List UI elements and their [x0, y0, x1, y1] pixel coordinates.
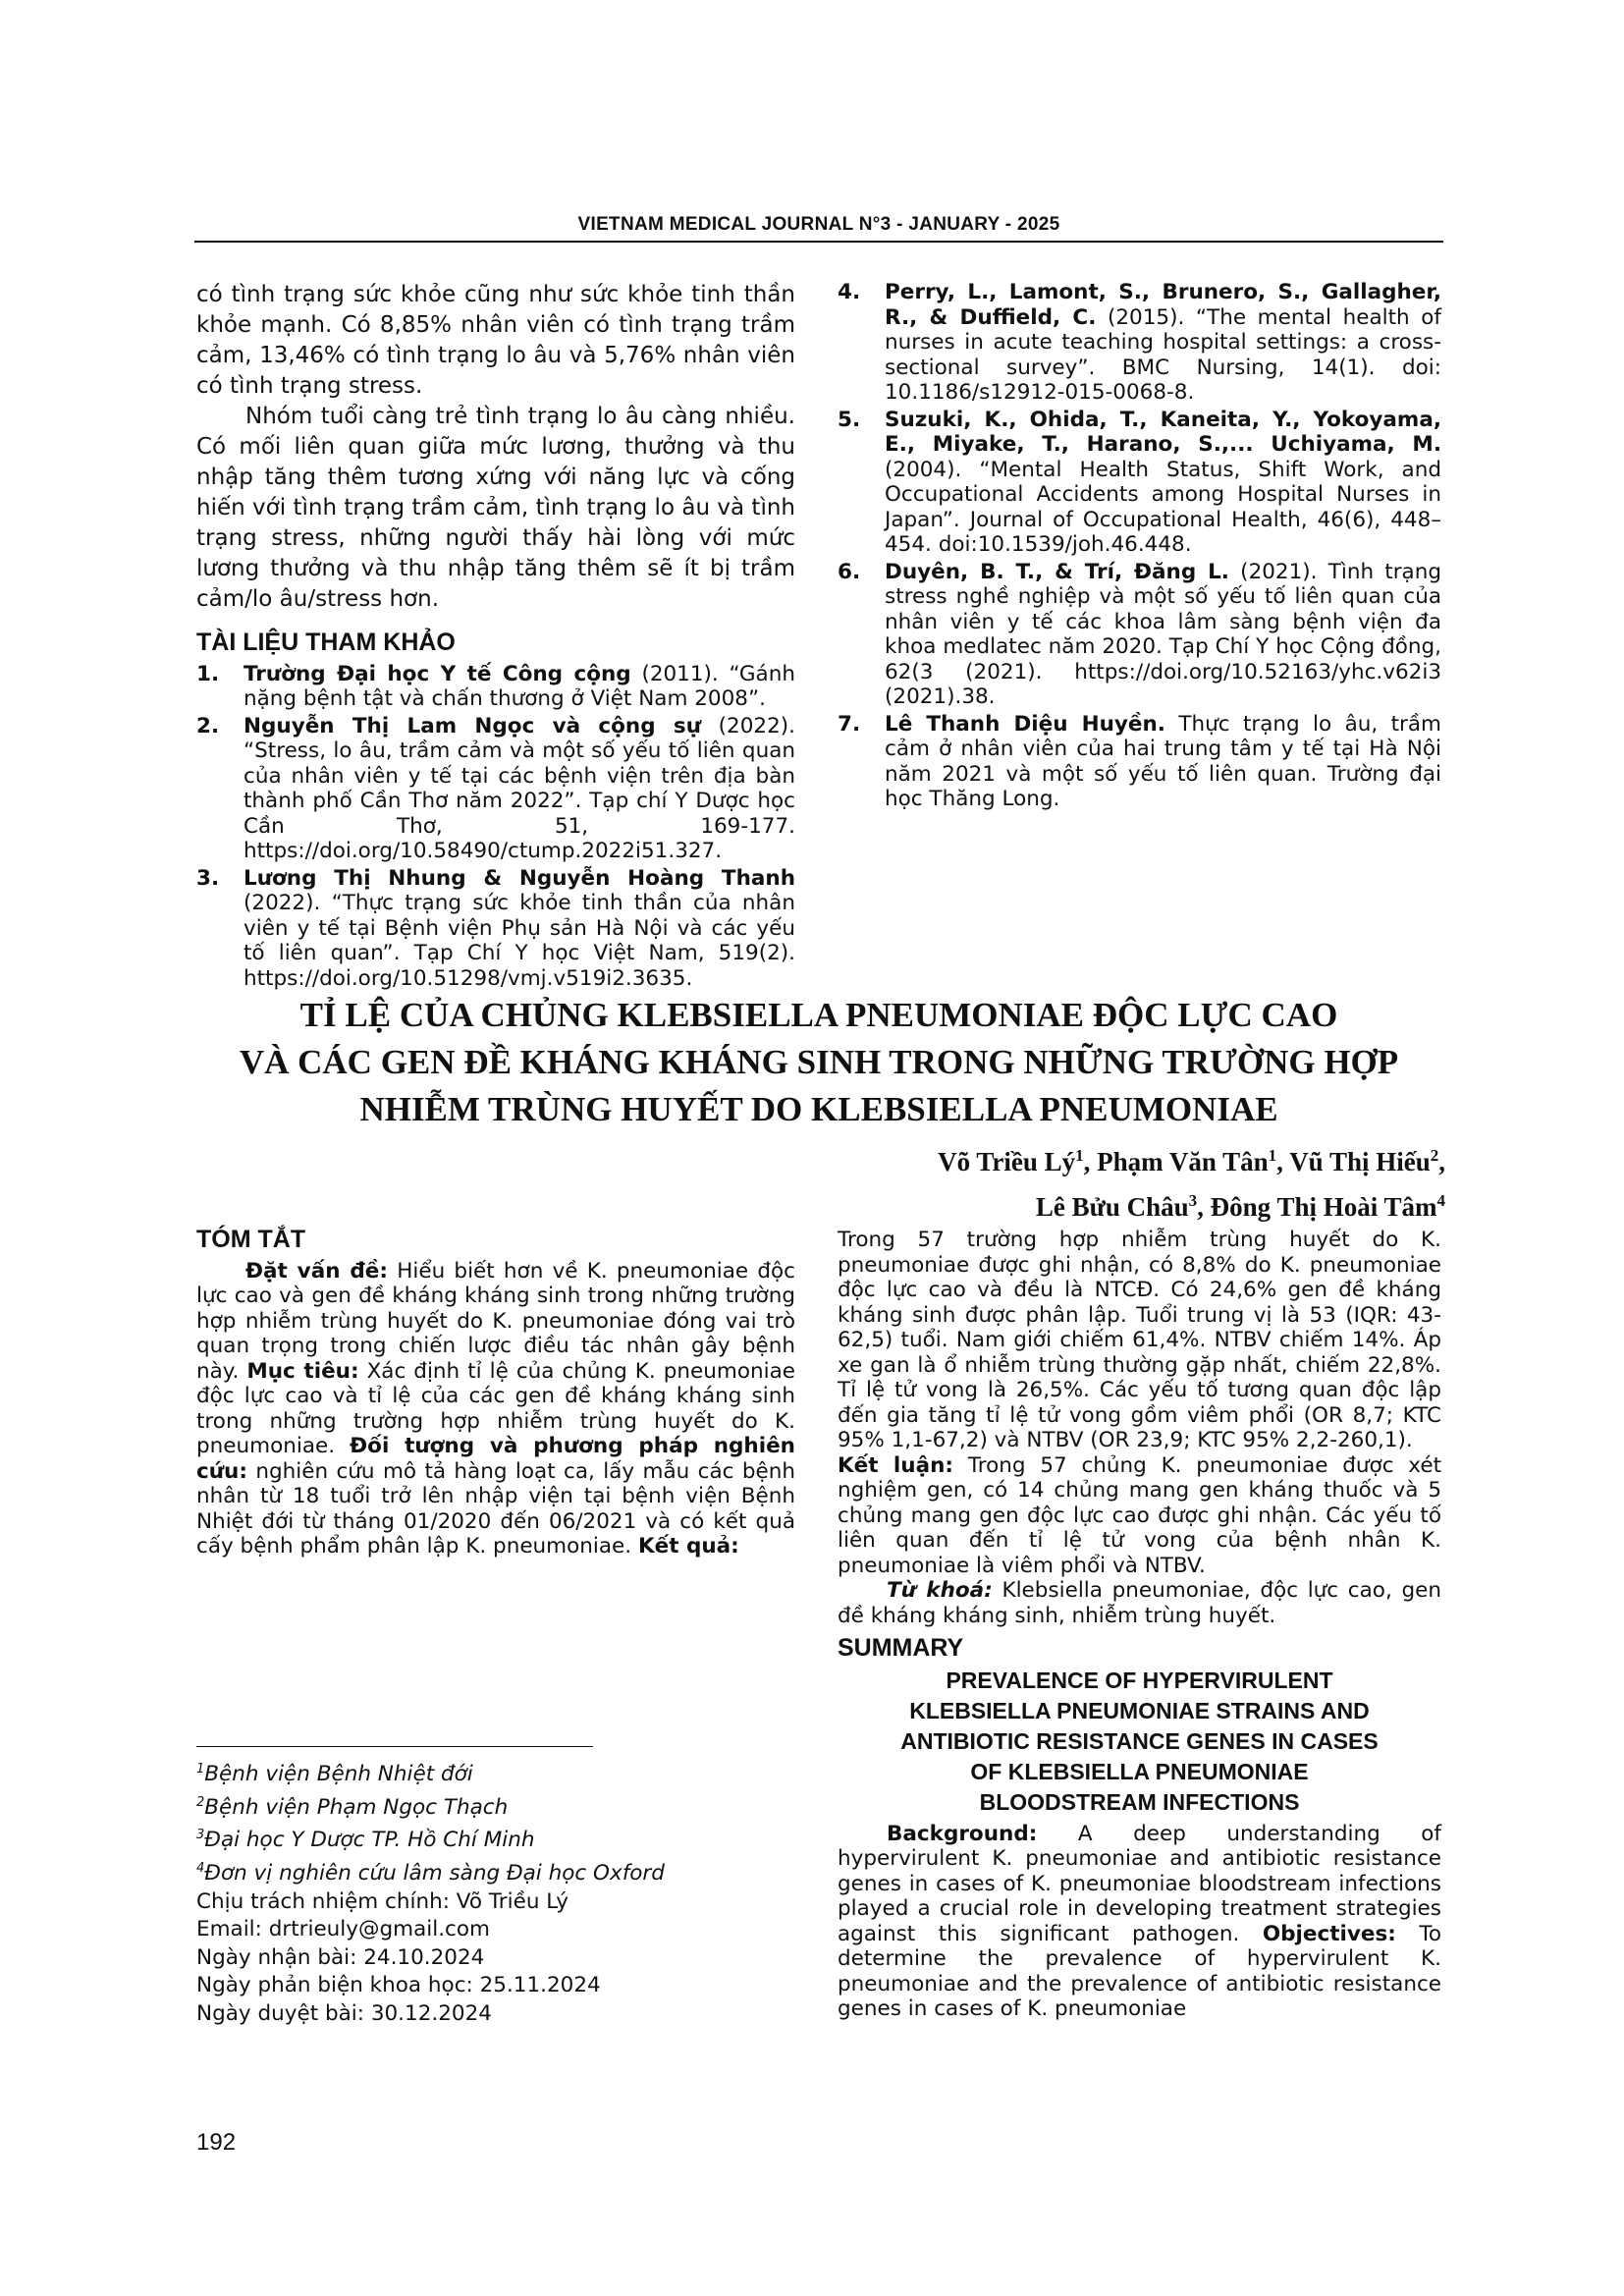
reference-text: (2021). Tình trạng stress nghề nghiệp và một số yếu tố liên quan của nhân viên y tế các khoa lâm sàng bệnh viện đa khoa medlatec năm 2020. Tạp Chí Y học Cộng đồng, 62(3 (2021). https://doi.org/10.52163/yhc.v62i3 (2021).38.	[885, 559, 1441, 709]
reference-item	[838, 408, 1441, 558]
prev-article-right-column	[838, 280, 1441, 814]
results-text: Trong 57 trường hợp nhiễm trùng huyết do K. pneumoniae được ghi nhận, có 8,8% do K. pneumoniae độc lực cao và đều là NTCĐ. Có 24,6% gen đề kháng kháng sinh được phân lập. Tuổi trung vị là 53 (IQR: 43-62,5) tuổi. Nam giới chiếm 61,4%. NTBV chiếm 14%. Áp xe gan là ổ nhiễm trùng thường gặp nhất, chiếm 22,8%. Tỉ lệ tử vong là 26,5%. Các yếu tố tương quan độc lập đến gia tăng tỉ lệ tử vong gồm viêm phổi (OR 8,7; KTC 95% 1,1-67,2) và NTBV (OR 23,9; KTC 95% 2,2-260,1).	[838, 1228, 1441, 1452]
reference-text: (2011). “Gánh nặng bệnh tật và chấn thương ở Việt Nam 2008”.	[244, 661, 795, 711]
reference-authors: Lương Thị Nhung & Nguyễn Hoàng Thanh	[244, 865, 795, 891]
reference-authors: Lê Thanh Diệu Huyền.	[885, 711, 1165, 737]
reference-text: (2015). “The mental health of nurses in acute teaching hospital settings: a cross-sectional survey”. BMC Nursing, 14(1). doi: 10.1186/s12912-015-0068-8.	[885, 304, 1441, 405]
reference-number: 2.	[196, 713, 220, 738]
methods-label: Đối tượng và phương pháp nghiên cứu:	[196, 1434, 795, 1484]
reference-number: 4.	[838, 280, 861, 304]
author-name: Đông Thị Hoài Tâm	[1210, 1192, 1437, 1222]
author-affiliation: 2	[1430, 1146, 1439, 1165]
keywords-text: Klebsiella pneumoniae, độc lực cao, gen đề kháng kháng sinh, nhiễm trùng huyết.	[838, 1578, 1441, 1628]
affiliation-text: Đơn vị nghiên cứu lâm sàng Đại học Oxford	[204, 1861, 665, 1886]
summary-background-label: Background:	[887, 1821, 1038, 1846]
author-affiliation: 3	[1188, 1191, 1198, 1210]
reference-item	[196, 662, 795, 712]
reference-number: 7.	[838, 711, 861, 737]
background-text: Hiểu biết hơn về K. pneumoniae độc lực cao và gen đề kháng kháng sinh trong những trường hợp nhiễm trùng huyết do K. pneumoniae đóng vai trò quan trọng trong chiến lược điều tác nhân gây bệnh này.	[196, 1258, 795, 1384]
conclusion-block	[838, 1453, 1441, 1579]
author-name: Phạm Văn Tân	[1097, 1147, 1269, 1176]
reference-number: 5.	[838, 407, 861, 432]
objective-label: Mục tiêu:	[246, 1358, 359, 1384]
author-separator: ,	[1438, 1147, 1445, 1176]
keywords-block	[838, 1578, 1441, 1628]
affiliation-number: 2	[196, 1794, 205, 1810]
references-heading: TÀI LIỆU THAM KHẢO	[196, 629, 456, 656]
summary-title-line: OF KLEBSIELLA PNEUMONIAE	[970, 1758, 1309, 1784]
affiliation-number: 3	[196, 1828, 205, 1843]
reference-authors: Trường Đại học Y tế Công cộng	[244, 661, 631, 686]
summary-title-line: ANTIBIOTIC RESISTANCE GENES IN CASES	[900, 1727, 1379, 1754]
author-affiliation: 1	[1075, 1146, 1084, 1165]
reference-authors: Perry, L., Lamont, S., Brunero, S., Gallagher, R., & Duffield, C.	[885, 280, 1441, 330]
objective-text: Xác định tỉ lệ của chủng K. pneumoniae độc lực cao và tỉ lệ của các gen đề kháng kháng sinh trong những trường hợp nhiễm trùng huyết do K. pneumoniae.	[196, 1358, 795, 1458]
article-title-line: TỈ LỆ CỦA CHỦNG KLEBSIELLA PNEUMONIAE ĐỘC LỰC CAO	[299, 996, 1338, 1034]
references-list	[196, 662, 795, 992]
corresponding-author: Chịu trách nhiệm chính: Võ Triều Lý	[196, 1888, 569, 1914]
affiliation-footnote	[196, 1855, 795, 1888]
summary-title-line: KLEBSIELLA PNEUMONIAE STRAINS AND	[909, 1697, 1370, 1723]
background-label: Đặt vấn đề:	[245, 1258, 388, 1284]
reference-text: (2004). “Mental Health Status, Shift Work, and Occupational Accidents among Hospital Nurses in Japan”. Journal of Occupational Health, 46(6), 448–454. doi:10.1539/joh.46.448.	[885, 457, 1441, 557]
received-date: Ngày nhận bài: 24.10.2024	[196, 1944, 485, 1970]
conclusion-label: Kết luận:	[838, 1452, 954, 1478]
accepted-date: Ngày duyệt bài: 30.12.2024	[196, 2000, 492, 2026]
affiliation-text: Đại học Y Dược TP. Hồ Chí Minh	[204, 1828, 535, 1853]
article-authors	[687, 1136, 1445, 1227]
results-label: Kết quả:	[637, 1534, 739, 1558]
prev-article-left-column	[196, 280, 795, 993]
reference-text: (2022). “Stress, lo âu, trầm cảm và một số yếu tố liên quan của nhân viên y tế tại các bệnh viện trên địa bàn thành phố Cần Thơ năm 2022”. Tạp chí Y Dược học Cần Thơ, 51, 169-177. https://doi.org/10.58490/ctump.2022i51.327.	[244, 713, 795, 863]
reference-number: 3.	[196, 865, 220, 891]
article-title	[194, 992, 1443, 1133]
author-name: Vũ Thị Hiếu	[1289, 1147, 1431, 1176]
reference-authors: Nguyễn Thị Lam Ngọc và cộng sự	[244, 713, 702, 738]
email-line: Email: drtrieuly@gmail.com	[196, 1917, 490, 1942]
abstract-body	[196, 1259, 795, 1559]
affiliation-number: 1	[196, 1762, 205, 1777]
footnotes	[196, 1756, 795, 2028]
reference-item	[196, 866, 795, 992]
summary-background-text: A deep understanding of hypervirulent K. pneumoniae and antibiotic resistance genes in cases of K. pneumoniae bloodstream infections played a crucial role in developing treatment strategies against this significant pathogen.	[838, 1821, 1441, 1946]
author-separator: ,	[1276, 1147, 1290, 1176]
author-separator: ,	[1197, 1192, 1211, 1222]
footnote-rule	[196, 1746, 593, 1747]
reference-number: 1.	[196, 661, 220, 686]
summary-title-line: PREVALENCE OF HYPERVIRULENT	[946, 1667, 1333, 1693]
affiliation-number: 4	[196, 1860, 205, 1876]
summary-objectives-label: Objectives:	[1262, 1921, 1396, 1946]
reference-item	[838, 560, 1441, 710]
affiliation-text: Bệnh viện Phạm Ngọc Thạch	[204, 1794, 509, 1820]
author-separator: ,	[1083, 1147, 1098, 1176]
author-affiliation: 1	[1268, 1146, 1277, 1165]
affiliation-footnote	[196, 1756, 795, 1789]
reference-number: 6.	[838, 559, 861, 584]
reference-item	[838, 712, 1441, 812]
reference-authors: Suzuki, K., Ohida, T., Kaneita, Y., Yokoyama, E., Miyake, T., Harano, S.,... Uchiyama, M.	[885, 407, 1441, 457]
reference-text: (2022). “Thực trạng sức khỏe tinh thần của nhân viên y tế tại Bệnh viện Phụ sản Hà Nội và các yếu tố liên quan”. Tạp Chí Y học Việt Nam, 519(2). https://doi.org/10.51298/vmj.v519i2.3635.	[244, 891, 795, 991]
conclusion-paragraph-1: có tình trạng sức khỏe cũng như sức khỏe tinh thần khỏe mạnh. Có 8,85% nhân viên có tình trạng trầm cảm, 13,46% có tình trạng lo âu và 5,76% nhân viên có tình trạng stress.	[196, 282, 795, 399]
header-rule	[194, 241, 1443, 243]
references-list-continued	[838, 280, 1441, 812]
summary-body	[838, 1822, 1441, 2022]
keywords-label: Từ khoá:	[887, 1578, 993, 1603]
summary-title-line: BLOODSTREAM INFECTIONS	[979, 1788, 1300, 1815]
article-title-line: VÀ CÁC GEN ĐỀ KHÁNG KHÁNG SINH TRONG NHỮNG TRƯỜNG HỢP	[239, 1043, 1399, 1081]
page-number: 192	[196, 2129, 237, 2156]
summary-objectives-text: To determine the prevalence of hypervirulent K. pneumoniae and the prevalence of antibiotic resistance genes in cases of K. pneumoniae	[838, 1921, 1441, 2021]
reference-text: Thực trạng lo âu, trầm cảm ở nhân viên của hai trung tâm y tế tại Hà Nội năm 2021 và một số yếu tố liên quan. Trường đại học Thăng Long.	[885, 711, 1441, 811]
reference-item	[196, 714, 795, 864]
abstract-right-column	[838, 1228, 1441, 2022]
reference-authors: Duyên, B. T., & Trí, Đăng L.	[885, 559, 1229, 584]
article-title-line: NHIỄM TRÙNG HUYẾT DO KLEBSIELLA PNEUMONIAE	[359, 1090, 1278, 1128]
methods-text: nghiên cứu mô tả hàng loạt ca, lấy mẫu các bệnh nhân từ 18 tuổi trở lên nhập viện tại bệnh viện Bệnh Nhiệt đới từ tháng 01/2020 đến 06/2021 và có kết quả cấy bệnh phẩm phân lập K. pneumoniae.	[196, 1458, 795, 1558]
abstract-heading: TÓM TẮT	[196, 1226, 306, 1253]
affiliation-footnote	[196, 1822, 795, 1855]
affiliation-text: Bệnh viện Bệnh Nhiệt đới	[204, 1762, 473, 1787]
author-name: Võ Triều Lý	[938, 1147, 1076, 1176]
summary-title	[838, 1666, 1441, 1818]
abstract-left-column	[196, 1228, 795, 1559]
affiliation-footnote	[196, 1789, 795, 1823]
review-date: Ngày phản biện khoa học: 25.11.2024	[196, 1973, 601, 1998]
reference-item	[838, 280, 1441, 406]
summary-heading: SUMMARY	[838, 1634, 964, 1662]
journal-header: VIETNAM MEDICAL JOURNAL N°3 - JANUARY - 2025	[577, 214, 1060, 235]
conclusion-paragraph-2: Nhóm tuổi càng trẻ tình trạng lo âu càng nhiều. Có mối liên quan giữa mức lương, thưởng và thu nhập tăng thêm tương xứng với năng lực và cống hiến với tình trạng trầm cảm, tình trạng lo âu và tình trạng stress, những người thấy hài lòng với mức lương thưởng và thu nhập tăng thêm sẽ ít bị trầm cảm/lo âu/stress hơn.	[196, 404, 795, 612]
conclusion-text: Trong 57 chủng K. pneumoniae được xét nghiệm gen, có 14 chủng mang gen kháng thuốc và 5 chủng mang gen độc lực cao được ghi nhận. Các yếu tố liên quan đến tỉ lệ tử vong của bệnh nhân K. pneumoniae là viêm phổi và NTBV.	[838, 1452, 1441, 1578]
author-name: Lê Bửu Châu	[1035, 1192, 1189, 1222]
author-affiliation: 4	[1436, 1191, 1445, 1210]
